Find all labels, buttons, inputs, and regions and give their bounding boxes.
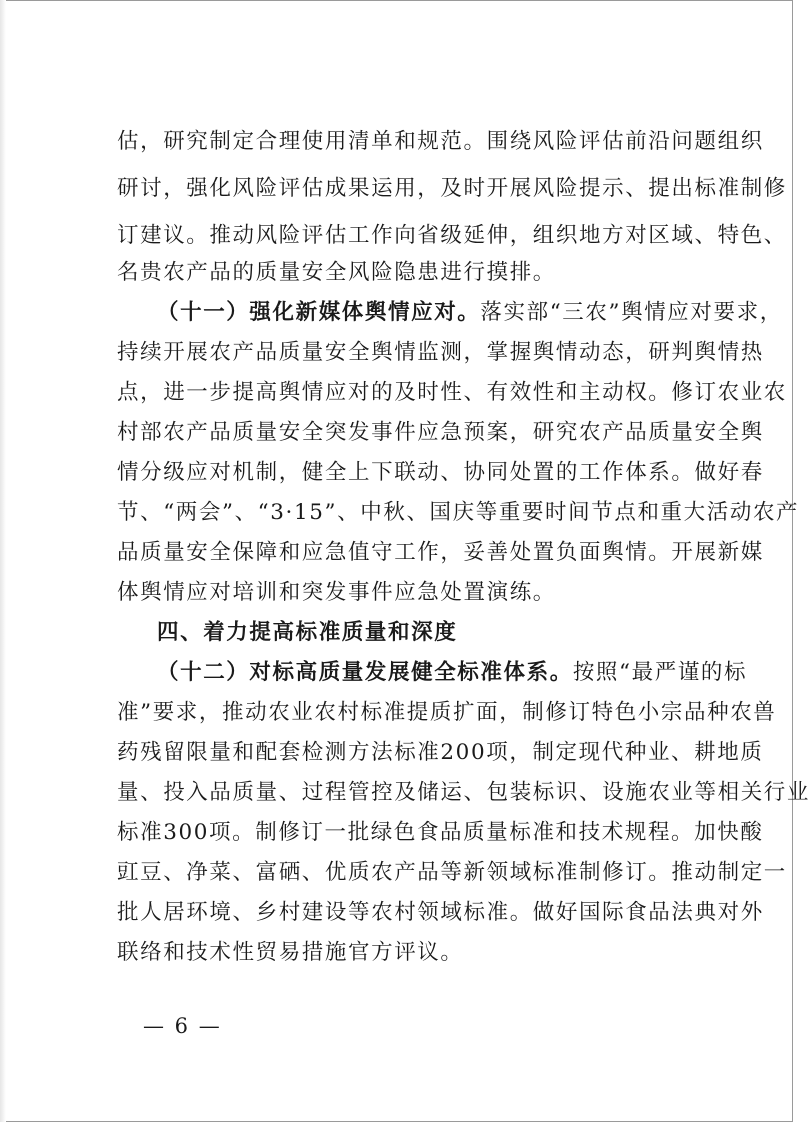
paragraph-line: 联络和技术性贸易措施官方评议。 [117, 940, 464, 965]
page-number: — 6 — [143, 1014, 222, 1038]
paragraph-text: 按照“最严谨的标 [572, 660, 748, 685]
paragraph-line: 村部农产品质量安全突发事件应急预案，研究农产品质量安全舆 [117, 420, 764, 445]
paragraph-line: 品质量安全保障和应急值守工作，妥善处置负面舆情。开展新媒 [117, 540, 764, 565]
paragraph-text: 落实部“三农”舆情应对要求， [480, 300, 783, 325]
paragraph-line: 节、“两会”、“3·15”、中秋、国庆等重要时间节点和重大活动农产 [117, 500, 800, 525]
paragraph-line: 批人居环境、乡村建设等农村领域标准。做好国际食品法典对外 [117, 900, 764, 925]
paragraph-line: 药残留限量和配套检测方法标准200项，制定现代种业、耕地质 [117, 740, 764, 765]
paragraph-line: 点，进一步提高舆情应对的及时性、有效性和主动权。修订农业农 [117, 380, 787, 405]
paragraph-title: （十一）强化新媒体舆情应对。 [157, 300, 481, 325]
paragraph-line: 研讨，强化风险评估成果运用，及时开展风险提示、提出标准制修 [117, 176, 787, 201]
paragraph-first-line [157, 658, 748, 688]
paragraph-line: 标准300项。制修订一批绿色食品质量标准和技术规程。加快酸 [117, 820, 764, 845]
paragraph-line: 持续开展农产品质量安全舆情监测，掌握舆情动态，研判舆情热 [117, 340, 764, 365]
paragraph-line: 体舆情应对培训和突发事件应急处置演练。 [117, 580, 556, 605]
paragraph-line: 估，研究制定合理使用清单和规范。围绕风险评估前沿问题组织 [117, 129, 764, 154]
paragraph-line: 准”要求，推动农业农村标准提质扩面，制修订特色小宗品种农兽 [117, 700, 777, 725]
paragraph-line: 量、投入品质量、过程管控及储运、包装标识、设施农业等相关行业 [117, 780, 810, 805]
scan-shadow-left [0, 0, 6, 1122]
paragraph-first-line [157, 298, 783, 328]
paragraph-line: 订建议。推动风险评估工作向省级延伸，组织地方对区域、特色、 [117, 223, 787, 248]
section-heading: 四、着力提高标准质量和深度 [157, 620, 458, 645]
paragraph-title: （十二）对标高质量发展健全标准体系。 [157, 660, 573, 685]
paragraph-line: 名贵农产品的质量安全风险隐患进行摸排。 [117, 260, 556, 285]
paragraph-line: 情分级应对机制，健全上下联动、协同处置的工作体系。做好春 [117, 460, 764, 485]
paragraph-line: 豇豆、净菜、富硒、优质农产品等新领域标准制修订。推动制定一 [117, 860, 787, 885]
